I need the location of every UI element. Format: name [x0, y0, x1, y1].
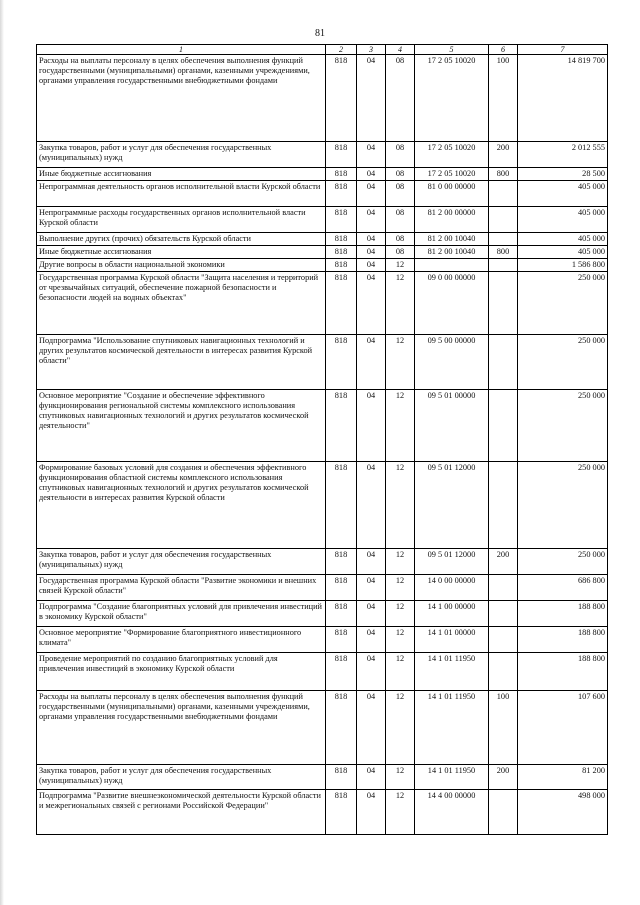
row-expense-type	[489, 574, 518, 600]
row-code-admin: 818	[326, 690, 357, 764]
row-code-admin: 818	[326, 258, 357, 271]
table-row	[37, 574, 608, 600]
row-code-subsection: 12	[386, 600, 415, 626]
row-code-section: 04	[357, 206, 386, 232]
row-code-admin: 818	[326, 168, 357, 181]
row-name: Основное мероприятие "Создание и обеспечение эффективного функционирования региональной системы комплексного использования спутниковых навигационных технологий и других результатов космической деятельности"	[37, 389, 326, 461]
row-expense-type	[489, 789, 518, 834]
header-col-5: 5	[415, 45, 489, 55]
row-code-admin: 818	[326, 626, 357, 652]
row-name: Государственная программа Курской области "Защита населения и территорий от чрезвычайных ситуаций, обеспечение пожарной безопасности и безопасности людей на водных объектах"	[37, 271, 326, 334]
header-col-7: 7	[518, 45, 608, 55]
row-name: Иные бюджетные ассигнования	[37, 245, 326, 258]
row-target-article	[415, 258, 489, 271]
row-code-subsection: 08	[386, 55, 415, 142]
row-code-subsection: 12	[386, 574, 415, 600]
header-col-4: 4	[386, 45, 415, 55]
row-target-article: 14 1 01 00000	[415, 626, 489, 652]
row-target-article: 09 0 00 00000	[415, 271, 489, 334]
row-amount: 188 800	[518, 600, 608, 626]
row-code-subsection: 12	[386, 461, 415, 548]
table-row	[37, 389, 608, 461]
row-name: Подпрограмма "Развитие внешнеэкономической деятельности Курской области и межрегиональных связей с регионами Российской Федерации"	[37, 789, 326, 834]
row-code-subsection: 08	[386, 206, 415, 232]
table-row	[37, 548, 608, 574]
row-name: Государственная программа Курской области "Развитие экономики и внешних связей Курской области"	[37, 574, 326, 600]
row-code-subsection: 12	[386, 652, 415, 690]
row-amount: 250 000	[518, 271, 608, 334]
table-row	[37, 461, 608, 548]
row-code-section: 04	[357, 548, 386, 574]
row-code-section: 04	[357, 232, 386, 245]
row-code-subsection: 08	[386, 232, 415, 245]
row-code-admin: 818	[326, 232, 357, 245]
row-amount: 81 200	[518, 764, 608, 789]
header-col-2: 2	[326, 45, 357, 55]
row-code-section: 04	[357, 258, 386, 271]
row-code-section: 04	[357, 271, 386, 334]
row-expense-type: 800	[489, 168, 518, 181]
row-code-admin: 818	[326, 55, 357, 142]
row-code-section: 04	[357, 690, 386, 764]
row-expense-type: 200	[489, 142, 518, 168]
row-expense-type	[489, 271, 518, 334]
row-amount: 250 000	[518, 548, 608, 574]
row-target-article: 14 1 01 11950	[415, 690, 489, 764]
table-row	[37, 142, 608, 168]
row-code-section: 04	[357, 142, 386, 168]
row-name: Закупка товаров, работ и услуг для обеспечения государственных (муниципальных) нужд	[37, 548, 326, 574]
row-code-admin: 818	[326, 600, 357, 626]
row-amount: 405 000	[518, 232, 608, 245]
table-row	[37, 271, 608, 334]
row-code-admin: 818	[326, 461, 357, 548]
row-code-section: 04	[357, 652, 386, 690]
row-name: Закупка товаров, работ и услуг для обеспечения государственных (муниципальных) нужд	[37, 142, 326, 168]
row-code-section: 04	[357, 461, 386, 548]
table-row	[37, 690, 608, 764]
row-name: Непрограммные расходы государственных органов исполнительной власти Курской области	[37, 206, 326, 232]
row-target-article: 17 2 05 10020	[415, 142, 489, 168]
row-code-subsection: 12	[386, 258, 415, 271]
row-name: Непрограммная деятельность органов исполнительной власти Курской области	[37, 180, 326, 206]
row-expense-type: 200	[489, 764, 518, 789]
row-target-article: 14 1 01 11950	[415, 764, 489, 789]
row-target-article: 81 2 00 10040	[415, 245, 489, 258]
row-target-article: 81 2 00 00000	[415, 206, 489, 232]
row-amount: 250 000	[518, 389, 608, 461]
row-target-article: 09 5 00 00000	[415, 334, 489, 389]
row-code-subsection: 12	[386, 271, 415, 334]
row-code-subsection: 08	[386, 245, 415, 258]
row-amount: 107 600	[518, 690, 608, 764]
row-name: Подпрограмма "Создание благоприятных условий для привлечения инвестиций в экономику Курской области"	[37, 600, 326, 626]
row-expense-type: 100	[489, 55, 518, 142]
row-expense-type	[489, 206, 518, 232]
row-amount: 1 586 800	[518, 258, 608, 271]
page-number: 81	[315, 28, 325, 39]
row-code-admin: 818	[326, 764, 357, 789]
row-code-admin: 818	[326, 334, 357, 389]
row-target-article: 81 0 00 00000	[415, 180, 489, 206]
row-name: Расходы на выплаты персоналу в целях обеспечения выполнения функций государственными (муниципальными) органами, казенными учреждениями, органами управления государственными внебюджетными фондами	[37, 55, 326, 142]
table-row	[37, 206, 608, 232]
row-name: Расходы на выплаты персоналу в целях обеспечения выполнения функций государственными (муниципальными) органами, казенными учреждениями, органами управления государственными внебюджетными фондами	[37, 690, 326, 764]
row-name: Иные бюджетные ассигнования	[37, 168, 326, 181]
row-name: Основное мероприятие "Формирование благоприятного инвестиционного климата"	[37, 626, 326, 652]
row-amount: 250 000	[518, 461, 608, 548]
budget-table	[36, 44, 608, 835]
row-name: Формирование базовых условий для создания и обеспечения эффективного функционирования областной системы комплексного использования спутниковых навигационных технологий и других результатов космической деятельности в интересах развития Курской области	[37, 461, 326, 548]
row-name: Проведение мероприятий по созданию благоприятных условий для привлечения инвестиций в экономику Курской области	[37, 652, 326, 690]
row-code-subsection: 12	[386, 789, 415, 834]
row-code-section: 04	[357, 789, 386, 834]
table-row	[37, 600, 608, 626]
row-expense-type: 800	[489, 245, 518, 258]
row-expense-type	[489, 232, 518, 245]
row-code-admin: 818	[326, 574, 357, 600]
header-row	[37, 45, 608, 55]
row-code-subsection: 12	[386, 389, 415, 461]
row-target-article: 81 2 00 10040	[415, 232, 489, 245]
scan-edge-shadow	[0, 0, 4, 905]
row-code-subsection: 12	[386, 548, 415, 574]
row-amount: 28 500	[518, 168, 608, 181]
row-expense-type	[489, 389, 518, 461]
row-amount: 14 819 700	[518, 55, 608, 142]
row-name: Закупка товаров, работ и услуг для обеспечения государственных (муниципальных) нужд	[37, 764, 326, 789]
table-row	[37, 55, 608, 142]
row-code-admin: 818	[326, 652, 357, 690]
row-amount: 405 000	[518, 206, 608, 232]
table-row	[37, 245, 608, 258]
table-row	[37, 652, 608, 690]
row-amount: 498 000	[518, 789, 608, 834]
row-expense-type	[489, 600, 518, 626]
table-row	[37, 764, 608, 789]
row-code-admin: 818	[326, 206, 357, 232]
row-amount: 188 800	[518, 626, 608, 652]
row-code-section: 04	[357, 180, 386, 206]
row-code-subsection: 12	[386, 626, 415, 652]
row-target-article: 14 4 00 00000	[415, 789, 489, 834]
header-col-1: 1	[37, 45, 326, 55]
row-code-subsection: 08	[386, 168, 415, 181]
row-target-article: 09 5 01 12000	[415, 461, 489, 548]
table-row	[37, 334, 608, 389]
row-code-section: 04	[357, 574, 386, 600]
table-row	[37, 626, 608, 652]
row-expense-type: 200	[489, 548, 518, 574]
row-expense-type	[489, 626, 518, 652]
row-code-section: 04	[357, 245, 386, 258]
row-code-subsection: 08	[386, 180, 415, 206]
row-target-article: 14 1 01 11950	[415, 652, 489, 690]
row-target-article: 09 5 01 00000	[415, 389, 489, 461]
row-name: Другие вопросы в области национальной экономики	[37, 258, 326, 271]
row-code-section: 04	[357, 764, 386, 789]
row-code-section: 04	[357, 389, 386, 461]
header-col-3: 3	[357, 45, 386, 55]
row-name: Подпрограмма "Использование спутниковых навигационных технологий и других результатов космической деятельности в интересах развития Курской области"	[37, 334, 326, 389]
row-target-article: 14 0 00 00000	[415, 574, 489, 600]
row-amount: 405 000	[518, 180, 608, 206]
row-code-section: 04	[357, 168, 386, 181]
table-row	[37, 232, 608, 245]
table-row	[37, 258, 608, 271]
row-amount: 405 000	[518, 245, 608, 258]
row-code-section: 04	[357, 55, 386, 142]
row-target-article: 17 2 05 10020	[415, 168, 489, 181]
header-col-6: 6	[489, 45, 518, 55]
row-amount: 250 000	[518, 334, 608, 389]
row-code-section: 04	[357, 600, 386, 626]
table-body	[37, 55, 608, 835]
row-code-section: 04	[357, 334, 386, 389]
row-code-admin: 818	[326, 389, 357, 461]
row-expense-type: 100	[489, 690, 518, 764]
row-code-subsection: 12	[386, 334, 415, 389]
row-code-admin: 818	[326, 245, 357, 258]
row-code-admin: 818	[326, 180, 357, 206]
row-code-admin: 818	[326, 271, 357, 334]
row-amount: 686 800	[518, 574, 608, 600]
row-code-admin: 818	[326, 142, 357, 168]
row-name: Выполнение других (прочих) обязательств Курской области	[37, 232, 326, 245]
row-target-article: 17 2 05 10020	[415, 55, 489, 142]
row-expense-type	[489, 652, 518, 690]
row-target-article: 14 1 00 00000	[415, 600, 489, 626]
row-code-section: 04	[357, 626, 386, 652]
row-code-subsection: 12	[386, 690, 415, 764]
row-expense-type	[489, 180, 518, 206]
row-code-admin: 818	[326, 548, 357, 574]
row-expense-type	[489, 334, 518, 389]
row-expense-type	[489, 461, 518, 548]
table-row	[37, 789, 608, 834]
row-code-admin: 818	[326, 789, 357, 834]
row-code-subsection: 12	[386, 764, 415, 789]
row-target-article: 09 5 01 12000	[415, 548, 489, 574]
table-row	[37, 168, 608, 181]
row-expense-type	[489, 258, 518, 271]
table-row	[37, 180, 608, 206]
row-amount: 2 012 555	[518, 142, 608, 168]
row-amount: 188 800	[518, 652, 608, 690]
row-code-subsection: 08	[386, 142, 415, 168]
